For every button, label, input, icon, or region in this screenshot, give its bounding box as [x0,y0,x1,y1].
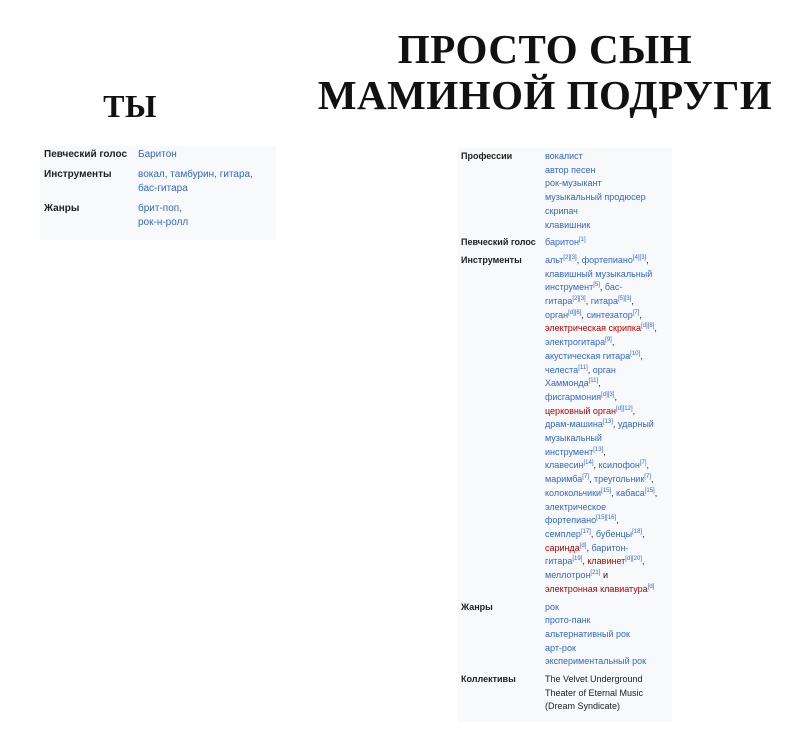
instrument-link[interactable]: орган [545,309,569,320]
instrument-link[interactable]: ударный [617,419,654,430]
professions-label: Профессии [461,151,513,161]
genre-link[interactable]: рок [545,601,559,612]
reference-note[interactable]: [7] [639,460,647,467]
voice-label: Певческий голос [44,149,128,160]
collective-text: (Dream Syndicate) [545,701,621,712]
profession-link[interactable]: рок-музыкант [545,178,602,189]
genres-label: Жанры [44,203,80,214]
instrument-line [545,459,669,473]
instrument-link[interactable]: челеста [545,364,579,375]
instrument-link[interactable]: бубенцы [595,528,633,539]
separator-text: , [576,254,582,265]
reference-note[interactable]: [9] [605,337,612,344]
instrument-line [545,418,669,432]
reference-note[interactable]: [7] [632,309,640,316]
instrument-link[interactable]: клавесин [545,460,584,471]
reference-note[interactable]: [7] [582,474,589,481]
separator-text: , [632,405,636,416]
instrument-link[interactable]: гитара [590,296,619,307]
profession-link[interactable]: вокалист [545,151,583,161]
instrument-line [545,501,669,515]
instrument-link[interactable]: ксилофон [598,460,640,471]
separator-text: , [616,515,619,526]
instruments-link-1[interactable]: вокал, тамбурин, гитара, [138,169,253,180]
separator-text: , [614,391,617,402]
collectives-value [545,673,669,714]
reference-note[interactable]: [15] [644,487,655,494]
professions-value [545,150,669,232]
instruments-value [545,254,669,597]
instrument-link[interactable]: инструмент [545,282,594,293]
instrument-line [545,295,669,309]
instrument-line [545,432,669,446]
reference-note[interactable]: [d][20] [625,556,642,563]
separator-text: и [600,570,608,581]
instrument-link[interactable]: фортепиано [545,515,597,526]
reference-note[interactable]: [19] [572,556,583,563]
instrument-link[interactable]: фортепиано [581,254,633,265]
instrument-link[interactable]: меллотрон [545,570,591,581]
separator-text: , [646,460,650,471]
genres-value [545,601,669,670]
separator-text: , [593,460,599,471]
reference-note[interactable]: [15] [601,487,612,494]
separator-text: , [641,556,645,567]
left-title: ТЫ [103,88,157,124]
reference-note[interactable]: [d][8] [641,323,655,330]
reference-note[interactable]: [18] [632,528,643,535]
separator-text: , [612,419,618,430]
separator-text: , [585,296,591,307]
separator-text: , [587,364,593,375]
separator-text: , [640,350,643,361]
instrument-line [545,377,669,391]
instrument-line [545,309,669,323]
infobox-row-voice [461,236,669,250]
reference-note[interactable]: [d] [579,542,587,549]
reference-note[interactable]: [4][3] [632,254,647,261]
infobox-row-professions [461,150,669,232]
separator-text: , [646,254,649,265]
infobox-row-genres [44,202,272,230]
reference-note[interactable]: [21] [590,570,601,577]
genre-link[interactable]: альтернативный рок [545,628,630,639]
reference-note[interactable]: [2][3] [563,254,577,261]
instrument-line [545,322,669,336]
separator-text: , [650,474,654,485]
separator-text: , [582,556,588,567]
genre-link[interactable]: прото-панк [545,615,591,626]
instrument-line [545,391,669,405]
instrument-link[interactable]: фисгармония [545,391,602,402]
instrument-link[interactable]: драм-машина [545,419,603,430]
separator-text: , [603,446,606,457]
instrument-line [545,268,669,282]
separator-text: , [586,542,592,553]
instruments-label: Инструменты [44,169,112,180]
reference-note[interactable]: [5][3] [618,296,632,303]
genre-link-1[interactable]: брит-поп, [138,203,182,214]
instrument-link[interactable]: маримба [545,474,583,485]
instrument-link[interactable]: колокольчики [545,487,602,498]
reference-note[interactable]: [2][3] [572,296,586,303]
instrument-line [545,555,669,569]
instrument-link[interactable]: орган [592,364,616,375]
separator-text: , [654,487,658,498]
instrument-link[interactable]: Хаммонда [545,378,589,389]
instrument-line [545,350,669,364]
instrument-line [545,254,669,268]
instrument-link[interactable]: баритон- [591,542,629,553]
instrument-link[interactable]: гитара [545,556,573,567]
genre-link[interactable]: арт-рок [545,642,576,653]
instrument-line [545,364,669,378]
right-title-line-2: МАМИНОЙ ПОДРУГИ [317,72,773,118]
instrument-line [545,487,669,501]
genre-link[interactable]: экспериментальный рок [545,656,647,667]
reference-note[interactable]: [17] [580,528,591,535]
left-infobox [40,146,276,240]
separator-text: , [590,528,596,539]
right-title [290,26,800,118]
instrument-link[interactable]: электрическое [545,501,607,512]
instrument-line [545,514,669,528]
profession-link[interactable]: скрипач [545,205,578,216]
genre-link-2[interactable]: рок-н-ролл [138,217,189,228]
reference-note[interactable]: [10] [630,350,641,357]
voice-link[interactable]: баритон [545,237,579,248]
collective-text: The Velvet Underground [545,674,643,685]
instrument-link[interactable]: кабаса [616,487,645,498]
separator-text: , [598,378,601,389]
instrument-line [545,542,669,556]
reference-note[interactable]: [11] [578,364,588,371]
infobox-row-instruments [461,254,669,597]
voice-link[interactable]: Баритон [138,149,177,160]
separator-text: , [642,528,645,539]
reference-note[interactable]: [5] [593,282,600,289]
instrument-line [545,473,669,487]
missing-article-link[interactable]: электрическая скрипка [545,323,642,334]
reference-note[interactable]: [7] [644,474,651,481]
instrument-line [545,528,669,542]
genres-value [138,202,272,230]
genres-label: Жанры [461,601,493,612]
infobox-row-genres [461,601,669,670]
missing-article-link[interactable]: клавинет [587,556,626,567]
separator-text: , [581,309,587,320]
instrument-link[interactable]: инструмент [545,446,594,457]
voice-value [138,148,272,162]
infobox-row-voice [44,148,272,162]
separator-text: , [611,487,617,498]
reference-note[interactable]: [15][16] [596,515,617,522]
separator-text: , [599,282,605,293]
voice-value [545,236,669,250]
instrument-link[interactable]: электрогитара [545,337,606,348]
collective-text: Theater of Eternal Music [545,687,644,698]
profession-link[interactable]: автор песен [545,164,596,175]
missing-article-link[interactable]: саринда [545,542,580,553]
instrument-line [545,281,669,295]
separator-text: , [654,323,657,334]
reference-note[interactable]: [13] [593,446,604,453]
right-title-line-1: ПРОСТО СЫН [397,26,693,72]
missing-article-link[interactable]: электронная клавиатура [545,583,648,594]
instruments-value [138,168,272,196]
voice-reference[interactable]: [1] [578,237,586,244]
instrument-link[interactable]: гитара [545,296,573,307]
instrument-link[interactable]: акустическая гитара [545,350,631,361]
instrument-line [545,405,669,419]
instruments-link-2[interactable]: бас-гитара [138,183,188,194]
reference-note[interactable]: [13] [602,419,613,426]
reference-note[interactable]: [14] [583,460,594,467]
instruments-label: Инструменты [461,254,522,265]
missing-article-link[interactable]: церковный орган [545,405,616,416]
instrument-line [545,569,669,583]
instrument-link[interactable]: треугольник [593,474,645,485]
reference-note[interactable]: [d] [647,583,655,590]
separator-text: , [588,474,594,485]
instrument-link[interactable]: семплер [545,528,581,539]
instrument-link[interactable]: синтезатор [586,309,633,320]
separator-text: , [639,309,642,320]
infobox-row-instruments [44,168,272,196]
reference-note[interactable]: [d][12] [615,405,633,412]
voice-label: Певческий голос [461,237,536,248]
instrument-link[interactable]: бас- [604,282,623,293]
separator-text: , [631,296,634,307]
reference-note[interactable]: [d][3] [601,391,615,398]
instrument-line [545,583,669,597]
instrument-link[interactable]: альт [545,254,564,265]
separator-text: , [611,337,615,348]
instrument-link[interactable]: музыкальный [545,433,602,444]
instrument-link[interactable]: клавишный музыкальный [545,268,653,279]
collectives-label: Коллективы [461,674,516,685]
profession-link[interactable]: клавишник [545,219,591,230]
instrument-line [545,336,669,350]
right-infobox [458,148,672,722]
infobox-row-collectives [461,673,669,714]
reference-note[interactable]: [d][6] [568,309,582,316]
reference-note[interactable]: [11] [588,378,599,385]
instrument-line [545,446,669,460]
profession-link[interactable]: музыкальный продюсер [545,192,646,203]
